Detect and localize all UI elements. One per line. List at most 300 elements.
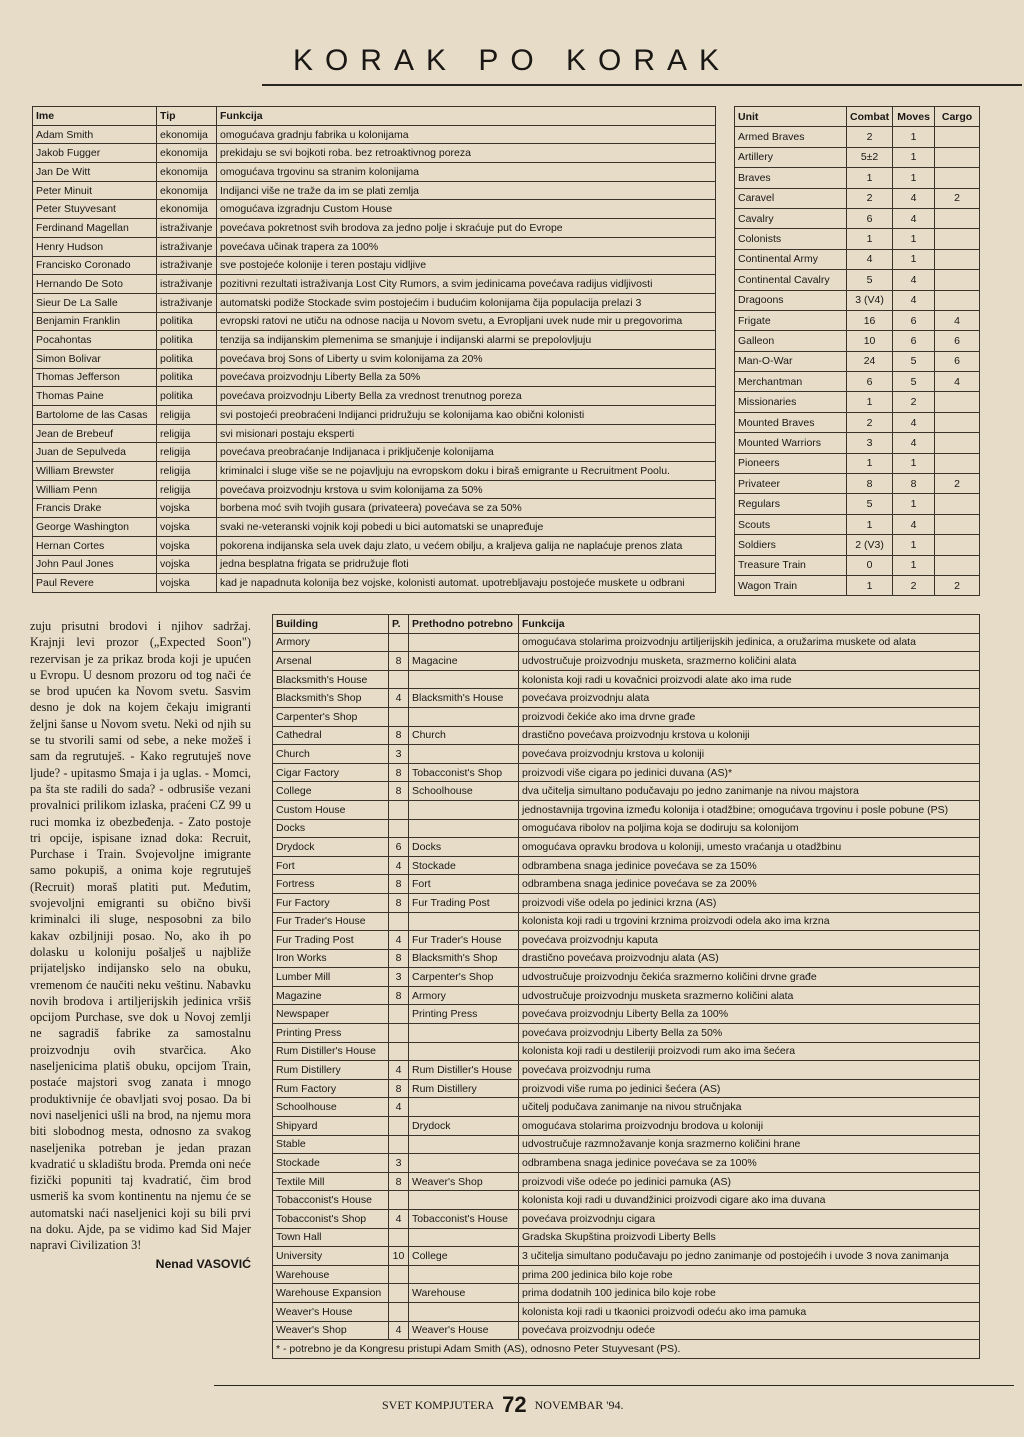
person-row-cell: ekonomija xyxy=(157,144,217,163)
page-footer xyxy=(382,1392,623,1418)
building-row-cell xyxy=(409,1302,519,1321)
unit-row-cell: Continental Army xyxy=(735,249,847,269)
person-row-cell: istraživanje xyxy=(157,237,217,256)
building-row-cell: Printing Press xyxy=(273,1024,389,1043)
person-row xyxy=(33,331,716,350)
building-row-cell: Warehouse xyxy=(409,1284,519,1303)
building-row-cell xyxy=(389,1284,409,1303)
person-row-cell: religija xyxy=(157,424,217,443)
building-row xyxy=(273,1247,980,1266)
person-row xyxy=(33,518,716,537)
person-row-cell: Simon Bolivar xyxy=(33,349,157,368)
building-row-cell xyxy=(409,1098,519,1117)
unit-row-cell xyxy=(935,494,980,514)
building-row-cell: 8 xyxy=(389,652,409,671)
building-row-cell: 8 xyxy=(389,726,409,745)
building-row-cell: Weaver's Shop xyxy=(273,1321,389,1340)
unit-row xyxy=(735,127,980,147)
building-row-cell: Docks xyxy=(409,838,519,857)
unit-row-cell: 1 xyxy=(847,514,893,534)
building-row-cell: omogućava stolarima proizvodnju brodova u koloniji xyxy=(519,1117,980,1136)
building-row-cell: Fur Trader's House xyxy=(409,931,519,950)
unit-row-cell xyxy=(935,535,980,555)
unit-row-cell: 6 xyxy=(893,331,935,351)
building-row xyxy=(273,1079,980,1098)
building-row-cell xyxy=(389,1191,409,1210)
unit-row-cell: Soldiers xyxy=(735,535,847,555)
person-row-cell: vojska xyxy=(157,518,217,537)
unit-row xyxy=(735,229,980,249)
buildings-table xyxy=(272,614,980,1359)
buildings-header-row xyxy=(273,615,980,634)
person-row-cell: vojska xyxy=(157,499,217,518)
building-row xyxy=(273,912,980,931)
building-row-cell: 8 xyxy=(389,763,409,782)
building-row xyxy=(273,1210,980,1229)
building-row xyxy=(273,670,980,689)
building-row-cell: 8 xyxy=(389,875,409,894)
building-row-cell: odbrambena snaga jedinice povećava se za 150% xyxy=(519,856,980,875)
person-row-cell: Henry Hudson xyxy=(33,237,157,256)
building-row xyxy=(273,949,980,968)
person-row-cell: svi misionari postaju eksperti xyxy=(217,424,716,443)
building-row-cell xyxy=(389,707,409,726)
person-row-cell: ekonomija xyxy=(157,163,217,182)
person-row-cell: povećava proizvodnju krstova u svim kolonijama za 50% xyxy=(217,480,716,499)
building-row-cell: Warehouse xyxy=(273,1265,389,1284)
unit-row-cell: 5±2 xyxy=(847,147,893,167)
unit-row-cell: 5 xyxy=(893,351,935,371)
unit-row-cell: 4 xyxy=(935,310,980,330)
unit-row-cell: 4 xyxy=(893,208,935,228)
building-row-cell: Blacksmith's Shop xyxy=(409,949,519,968)
building-row-cell: Armory xyxy=(273,633,389,652)
header-rule xyxy=(262,84,1022,86)
unit-row-cell: 1 xyxy=(847,453,893,473)
unit-row-cell: Caravel xyxy=(735,188,847,208)
building-row-cell: 8 xyxy=(389,986,409,1005)
person-row-cell: religija xyxy=(157,443,217,462)
building-row-cell: kolonista koji radi u trgovini krznima proizvodi odela ako ima krzna xyxy=(519,912,980,931)
person-row-cell: omogućava izgradnju Custom House xyxy=(217,200,716,219)
building-row-cell: Drydock xyxy=(273,838,389,857)
person-row-cell: Thomas Paine xyxy=(33,387,157,406)
building-row-cell xyxy=(389,819,409,838)
person-row-cell: John Paul Jones xyxy=(33,555,157,574)
building-row-cell: Warehouse Expansion xyxy=(273,1284,389,1303)
person-row-cell: politika xyxy=(157,368,217,387)
units-col-combat: Combat xyxy=(847,107,893,127)
building-row-cell: Gradska Skupština proizvodi Liberty Bells xyxy=(519,1228,980,1247)
building-row-cell: Blacksmith's Shop xyxy=(273,689,389,708)
person-row-cell: Pocahontas xyxy=(33,331,157,350)
person-row-cell: automatski podiže Stockade svim postojećim i budućim kolonijama čija populacija prelazi 3 xyxy=(217,293,716,312)
unit-row-cell: Scouts xyxy=(735,514,847,534)
building-row xyxy=(273,1024,980,1043)
unit-row-cell xyxy=(935,229,980,249)
person-row-cell: sve postojeće kolonije i teren postaju vidljive xyxy=(217,256,716,275)
person-row-cell: politika xyxy=(157,331,217,350)
building-row xyxy=(273,893,980,912)
unit-row xyxy=(735,494,980,514)
building-row-cell: povećava proizvodnju Liberty Bella za 50% xyxy=(519,1024,980,1043)
unit-row-cell: 2 xyxy=(847,127,893,147)
article-author: Nenad VASOVIĆ xyxy=(155,1256,251,1271)
building-row-cell: kolonista koji radi u tkaonici proizvodi odeću ako ima pamuka xyxy=(519,1302,980,1321)
unit-row-cell: 4 xyxy=(935,372,980,392)
footer-issue: NOVEMBAR '94. xyxy=(534,1397,624,1412)
building-row-cell: udvostručuje proizvodnju čekića srazmerno količini drvne građe xyxy=(519,968,980,987)
buildings-col-function: Funkcija xyxy=(519,615,980,634)
unit-row-cell: 4 xyxy=(893,188,935,208)
building-row-cell: Rum Distiller's House xyxy=(409,1061,519,1080)
building-row-cell: kolonista koji radi u duvandžinici proizvodi cigare ako ima duvana xyxy=(519,1191,980,1210)
person-row xyxy=(33,574,716,593)
unit-row-cell xyxy=(935,290,980,310)
unit-row-cell: Braves xyxy=(735,168,847,188)
footer-magazine: SVET KOMPJUTERA xyxy=(382,1397,495,1412)
building-row-cell xyxy=(389,1265,409,1284)
building-row-cell: Town Hall xyxy=(273,1228,389,1247)
unit-row-cell: Pioneers xyxy=(735,453,847,473)
person-row-cell: Adam Smith xyxy=(33,125,157,144)
building-row-cell: kolonista koji radi u destileriji proizvodi rum ako ima šećera xyxy=(519,1042,980,1061)
buildings-col-building: Building xyxy=(273,615,389,634)
person-row-cell: Benjamin Franklin xyxy=(33,312,157,331)
person-row-cell: povećava broj Sons of Liberty u svim kolonijama za 20% xyxy=(217,349,716,368)
building-row-cell: Textile Mill xyxy=(273,1172,389,1191)
unit-row-cell: 6 xyxy=(847,208,893,228)
unit-row-cell: 1 xyxy=(893,168,935,188)
units-body xyxy=(735,127,980,596)
building-row-cell xyxy=(389,1024,409,1043)
building-row-cell: Weaver's House xyxy=(273,1302,389,1321)
unit-row xyxy=(735,514,980,534)
building-row xyxy=(273,707,980,726)
unit-row-cell: Dragoons xyxy=(735,290,847,310)
building-row-cell: drastično povećava proizvodnju krstova u koloniji xyxy=(519,726,980,745)
building-row-cell: udvostručuje razmnožavanje konja srazmerno količini hrane xyxy=(519,1135,980,1154)
building-row-cell: omogućava opravku brodova u koloniji, umesto vraćanja u otadžbinu xyxy=(519,838,980,857)
building-row-cell xyxy=(409,819,519,838)
person-row-cell: Jean de Brebeuf xyxy=(33,424,157,443)
unit-row-cell: Armed Braves xyxy=(735,127,847,147)
page-header: KORAK PO KORAK xyxy=(292,44,732,77)
building-row-cell: Rum Distillery xyxy=(273,1061,389,1080)
unit-row-cell: 4 xyxy=(893,270,935,290)
article-column xyxy=(30,618,251,1272)
unit-row-cell: 5 xyxy=(847,270,893,290)
unit-row-cell: 6 xyxy=(935,351,980,371)
building-row-cell: Armory xyxy=(409,986,519,1005)
unit-row xyxy=(735,535,980,555)
building-row-cell xyxy=(389,800,409,819)
person-row-cell: Hernando De Soto xyxy=(33,275,157,294)
building-row xyxy=(273,1172,980,1191)
person-row-cell: povećava pokretnost svih brodova za jedno polje i skraćuje put do Evrope xyxy=(217,219,716,238)
person-row-cell: povećava proizvodnju Liberty Bella za vrednost trenutnog poreza xyxy=(217,387,716,406)
unit-row-cell: 1 xyxy=(847,575,893,595)
building-row xyxy=(273,856,980,875)
building-row xyxy=(273,726,980,745)
unit-row xyxy=(735,474,980,494)
unit-row-cell: Mounted Warriors xyxy=(735,433,847,453)
building-row-cell: povećava proizvodnju krstova u koloniji xyxy=(519,745,980,764)
unit-row-cell xyxy=(935,453,980,473)
building-row-cell: Arsenal xyxy=(273,652,389,671)
unit-row xyxy=(735,372,980,392)
person-row-cell: svaki ne-veteranski vojnik koji pobedi u bici automatski se unapređuje xyxy=(217,518,716,537)
building-row-cell: kolonista koji radi u kovačnici proizvodi alate ako ima rude xyxy=(519,670,980,689)
building-row-cell: Weaver's Shop xyxy=(409,1172,519,1191)
building-row-cell: Newspaper xyxy=(273,1005,389,1024)
unit-row-cell: 1 xyxy=(847,168,893,188)
unit-row-cell: Privateer xyxy=(735,474,847,494)
person-row xyxy=(33,312,716,331)
unit-row-cell: 4 xyxy=(847,249,893,269)
person-row-cell: Jakob Fugger xyxy=(33,144,157,163)
building-row-cell: Rum Distillery xyxy=(409,1079,519,1098)
unit-row-cell: 6 xyxy=(847,372,893,392)
building-row-cell xyxy=(389,633,409,652)
person-row xyxy=(33,555,716,574)
unit-row-cell: 1 xyxy=(893,127,935,147)
unit-row-cell: 1 xyxy=(847,392,893,412)
person-row xyxy=(33,200,716,219)
unit-row xyxy=(735,453,980,473)
building-row xyxy=(273,1098,980,1117)
person-row xyxy=(33,144,716,163)
person-row-cell: vojska xyxy=(157,555,217,574)
persons-col-type: Tip xyxy=(157,107,217,126)
building-row-cell: Carpenter's Shop xyxy=(273,707,389,726)
unit-row-cell xyxy=(935,147,980,167)
building-row-cell xyxy=(409,800,519,819)
building-row-cell: povećava proizvodnju alata xyxy=(519,689,980,708)
building-row xyxy=(273,1005,980,1024)
building-row xyxy=(273,745,980,764)
persons-header-row xyxy=(33,107,716,126)
building-row xyxy=(273,763,980,782)
unit-row-cell: 8 xyxy=(847,474,893,494)
building-row-cell: Blacksmith's House xyxy=(273,670,389,689)
person-row xyxy=(33,443,716,462)
person-row-cell: Peter Stuyvesant xyxy=(33,200,157,219)
building-row-cell: 8 xyxy=(389,893,409,912)
building-row-cell: 8 xyxy=(389,1172,409,1191)
building-row-cell: University xyxy=(273,1247,389,1266)
person-row-cell: Jan De Witt xyxy=(33,163,157,182)
building-row-cell xyxy=(389,1042,409,1061)
unit-row-cell xyxy=(935,168,980,188)
unit-row-cell: 2 xyxy=(847,188,893,208)
persons-table xyxy=(32,106,716,593)
building-row-cell xyxy=(409,670,519,689)
person-row-cell: pozitivni rezultati istraživanja Lost City Rumors, a svim jedinicama povećava radijus vidljivosti xyxy=(217,275,716,294)
unit-row-cell: Missionaries xyxy=(735,392,847,412)
building-row xyxy=(273,652,980,671)
person-row-cell: politika xyxy=(157,349,217,368)
building-row-cell xyxy=(409,1228,519,1247)
building-row-cell: Schoolhouse xyxy=(409,782,519,801)
unit-row xyxy=(735,249,980,269)
building-row-cell xyxy=(409,1024,519,1043)
person-row-cell: Francis Drake xyxy=(33,499,157,518)
person-row xyxy=(33,293,716,312)
building-row-cell: odbrambena snaga jedinice povećava se za 200% xyxy=(519,875,980,894)
building-row-cell xyxy=(409,1265,519,1284)
unit-row xyxy=(735,208,980,228)
person-row-cell: George Washington xyxy=(33,518,157,537)
unit-row-cell: 16 xyxy=(847,310,893,330)
unit-row-cell: 0 xyxy=(847,555,893,575)
unit-row-cell: 2 xyxy=(935,188,980,208)
unit-row-cell xyxy=(935,249,980,269)
building-row xyxy=(273,782,980,801)
building-row-cell: Stockade xyxy=(273,1154,389,1173)
unit-row-cell: Merchantman xyxy=(735,372,847,392)
building-row-cell: proizvodi više cigara po jedinici duvana (AS)* xyxy=(519,763,980,782)
units-header-row xyxy=(735,107,980,127)
person-row xyxy=(33,387,716,406)
building-row-cell: Tobacconist's House xyxy=(273,1191,389,1210)
building-row-cell xyxy=(389,1005,409,1024)
building-row-cell: Lumber Mill xyxy=(273,968,389,987)
building-row-cell: proizvodi više ruma po jedinici šećera (AS) xyxy=(519,1079,980,1098)
unit-row-cell: 2 xyxy=(935,575,980,595)
person-row-cell: kriminalci i sluge više se ne pojavljuju na evropskom doku i biraš emigrante u Recruitment Poolu. xyxy=(217,462,716,481)
unit-row-cell: 24 xyxy=(847,351,893,371)
unit-row-cell: 4 xyxy=(893,412,935,432)
unit-row-cell: 8 xyxy=(893,474,935,494)
buildings-col-prereq: Prethodno potrebno xyxy=(409,615,519,634)
unit-row-cell: 2 xyxy=(893,575,935,595)
building-row-cell: dva učitelja simultano podučavaju po jedno zanimanje na nivou majstora xyxy=(519,782,980,801)
building-row-cell: drastično povećava proizvodnju alata (AS) xyxy=(519,949,980,968)
person-row-cell: politika xyxy=(157,387,217,406)
building-row-cell: 4 xyxy=(389,1321,409,1340)
building-row-cell: Tobacconist's House xyxy=(409,1210,519,1229)
unit-row xyxy=(735,575,980,595)
unit-row-cell: Treasure Train xyxy=(735,555,847,575)
building-row-cell: Rum Factory xyxy=(273,1079,389,1098)
unit-row xyxy=(735,168,980,188)
person-row xyxy=(33,368,716,387)
building-row-cell: Tobacconist's Shop xyxy=(409,763,519,782)
building-row-cell: 4 xyxy=(389,1061,409,1080)
building-row xyxy=(273,819,980,838)
building-row-cell: 10 xyxy=(389,1247,409,1266)
building-row-cell: odbrambena snaga jedinice povećava se za 100% xyxy=(519,1154,980,1173)
person-row-cell: ekonomija xyxy=(157,181,217,200)
unit-row xyxy=(735,147,980,167)
person-row xyxy=(33,163,716,182)
footer-page-number: 72 xyxy=(502,1392,527,1417)
building-row xyxy=(273,875,980,894)
units-col-unit: Unit xyxy=(735,107,847,127)
building-row xyxy=(273,1042,980,1061)
unit-row-cell: 2 (V3) xyxy=(847,535,893,555)
unit-row-cell: Galleon xyxy=(735,331,847,351)
building-row-cell: Schoolhouse xyxy=(273,1098,389,1117)
unit-row-cell: Regulars xyxy=(735,494,847,514)
buildings-footnote-row xyxy=(273,1340,980,1359)
building-row-cell: 4 xyxy=(389,689,409,708)
building-row-cell: povećava proizvodnju kaputa xyxy=(519,931,980,950)
unit-row-cell: 5 xyxy=(893,372,935,392)
person-row-cell: religija xyxy=(157,480,217,499)
unit-row-cell: 1 xyxy=(893,453,935,473)
building-row-cell: 4 xyxy=(389,1210,409,1229)
building-row-cell: Church xyxy=(273,745,389,764)
person-row-cell: religija xyxy=(157,406,217,425)
unit-row xyxy=(735,290,980,310)
building-row xyxy=(273,1284,980,1303)
building-row-cell xyxy=(389,1228,409,1247)
building-row xyxy=(273,968,980,987)
unit-row-cell: 3 xyxy=(847,433,893,453)
building-row-cell xyxy=(409,912,519,931)
building-row-cell xyxy=(389,1117,409,1136)
unit-row-cell: 1 xyxy=(893,147,935,167)
building-row-cell: 4 xyxy=(389,1098,409,1117)
person-row-cell: Hernan Cortes xyxy=(33,536,157,555)
unit-row-cell: 6 xyxy=(893,310,935,330)
building-row-cell: Fur Factory xyxy=(273,893,389,912)
building-row-cell: Fur Trader's House xyxy=(273,912,389,931)
unit-row-cell xyxy=(935,392,980,412)
building-row xyxy=(273,838,980,857)
person-row xyxy=(33,480,716,499)
building-row-cell xyxy=(389,1135,409,1154)
person-row-cell: Peter Minuit xyxy=(33,181,157,200)
person-row-cell: borbena moć svih tvojih gusara (privateera) povećava se za 50% xyxy=(217,499,716,518)
building-row-cell: Iron Works xyxy=(273,949,389,968)
person-row-cell: Thomas Jefferson xyxy=(33,368,157,387)
building-row-cell: proizvodi više odela po jedinici krzna (AS) xyxy=(519,893,980,912)
building-row-cell: udvostručuje proizvodnju musketa srazmerno količini alata xyxy=(519,986,980,1005)
building-row-cell: povećava proizvodnju cigara xyxy=(519,1210,980,1229)
building-row-cell: Cigar Factory xyxy=(273,763,389,782)
person-row xyxy=(33,275,716,294)
unit-row-cell xyxy=(935,412,980,432)
building-row-cell: Fur Trading Post xyxy=(409,893,519,912)
unit-row-cell xyxy=(935,433,980,453)
person-row xyxy=(33,256,716,275)
person-row-cell: Francisko Coronado xyxy=(33,256,157,275)
building-row-cell: Rum Distiller's House xyxy=(273,1042,389,1061)
person-row-cell: povećava preobraćanje Indijanaca i priključenje kolonijama xyxy=(217,443,716,462)
person-row xyxy=(33,462,716,481)
unit-row-cell: 2 xyxy=(935,474,980,494)
building-row-cell: Church xyxy=(409,726,519,745)
persons-col-name: Ime xyxy=(33,107,157,126)
building-row-cell: povećava proizvodnju ruma xyxy=(519,1061,980,1080)
unit-row-cell: Artillery xyxy=(735,147,847,167)
building-row-cell: povećava proizvodnju Liberty Bella za 100% xyxy=(519,1005,980,1024)
unit-row xyxy=(735,351,980,371)
unit-row-cell: 6 xyxy=(935,331,980,351)
unit-row-cell: Frigate xyxy=(735,310,847,330)
building-row-cell: Weaver's House xyxy=(409,1321,519,1340)
building-row-cell: Printing Press xyxy=(409,1005,519,1024)
unit-row-cell: 1 xyxy=(893,555,935,575)
building-row xyxy=(273,633,980,652)
unit-row-cell: 4 xyxy=(893,290,935,310)
building-row-cell: Custom House xyxy=(273,800,389,819)
unit-row-cell xyxy=(935,208,980,228)
building-row-cell: Carpenter's Shop xyxy=(409,968,519,987)
